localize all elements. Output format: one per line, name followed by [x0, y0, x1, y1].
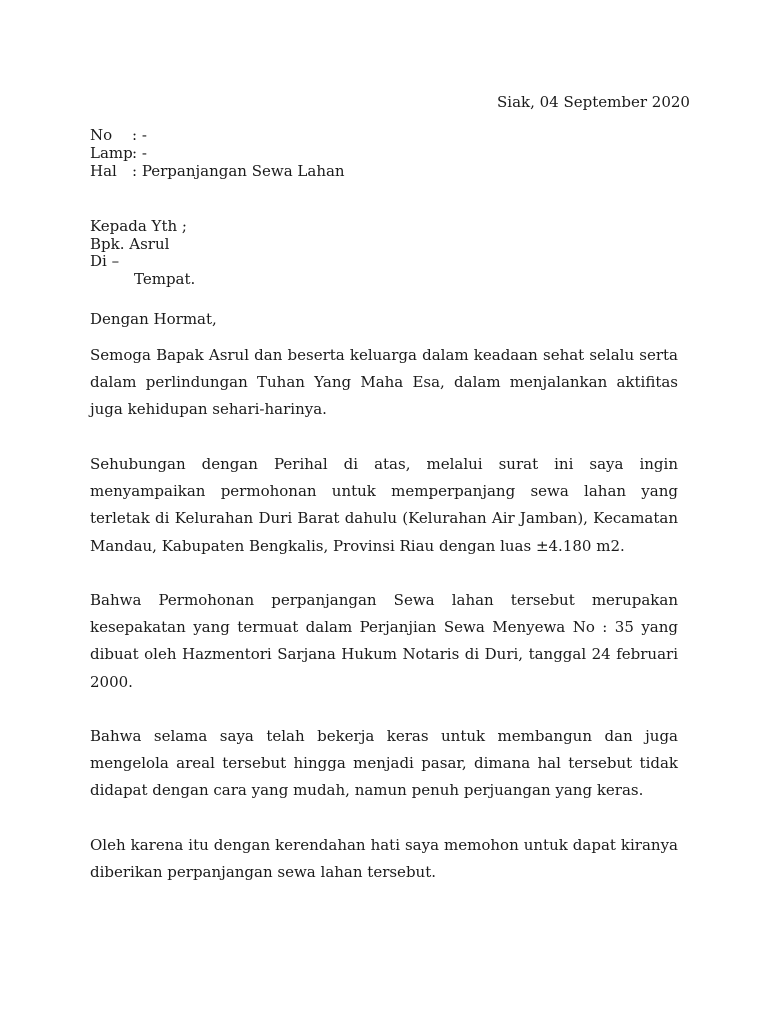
- letter-date: Siak, 04 September 2020: [497, 93, 690, 111]
- body-paragraph-5: Oleh karena itu dengan kerendahan hati saya memohon untuk dapat kiranya diberikan perpanjangan sewa lahan tersebut.: [90, 836, 678, 882]
- recipient-block: [90, 218, 195, 288]
- recipient-greeting: Kepada Yth ;: [90, 217, 187, 235]
- body-paragraph-1: Semoga Bapak Asrul dan beserta keluarga dalam keadaan sehat selalu serta dalam perlindungan Tuhan Yang Maha Esa, dalam menjalankan aktifitas juga kehidupan sehari-harinya.: [90, 346, 678, 419]
- meta-key-number: No: [90, 126, 113, 144]
- body-paragraph-4: Bahwa selama saya telah bekerja keras untuk membangun dan juga mengelola areal tersebut hingga menjadi pasar, dimana hal tersebut tidak didapat dengan cara yang mudah, namun penuh perjuangan yang keras.: [90, 727, 678, 800]
- recipient-name: Bpk. Asrul: [90, 234, 170, 253]
- body-paragraph-3: Bahwa Permohonan perpanjangan Sewa lahan tersebut merupakan kesepakatan yang termuat dalam Perjanjian Sewa Menyewa No : 35 yang dibuat oleh Hazmentori Sarjana Hukum Notaris di Duri, tanggal 24 februari 2000.: [90, 591, 678, 691]
- meta-row-number: [90, 126, 345, 144]
- body-paragraph-2: Sehubungan dengan Perihal di atas, melalui surat ini saya ingin menyampaikan permohonan untuk memperpanjang sewa lahan yang terletak di Kelurahan Duri Barat dahulu (Kelurahan Air Jamban), Kecamatan Mandau, Kabupaten Bengkalis, Provinsi Riau dengan luas ±4.180 m2.: [90, 455, 678, 555]
- meta-row-attachment: [90, 144, 345, 162]
- recipient-place: Tempat.: [134, 269, 196, 288]
- meta-row-subject: [90, 162, 345, 180]
- meta-value-attachment: : -: [132, 144, 147, 162]
- meta-key-attachment: Lamp: [90, 144, 133, 162]
- meta-value-number: : -: [132, 126, 147, 144]
- letter-meta: [90, 126, 345, 180]
- salutation: Dengan Hormat,: [90, 310, 217, 328]
- meta-key-subject: Hal: [90, 162, 117, 180]
- meta-value-subject: : Perpanjangan Sewa Lahan: [132, 162, 345, 180]
- recipient-at: Di –: [90, 252, 120, 270]
